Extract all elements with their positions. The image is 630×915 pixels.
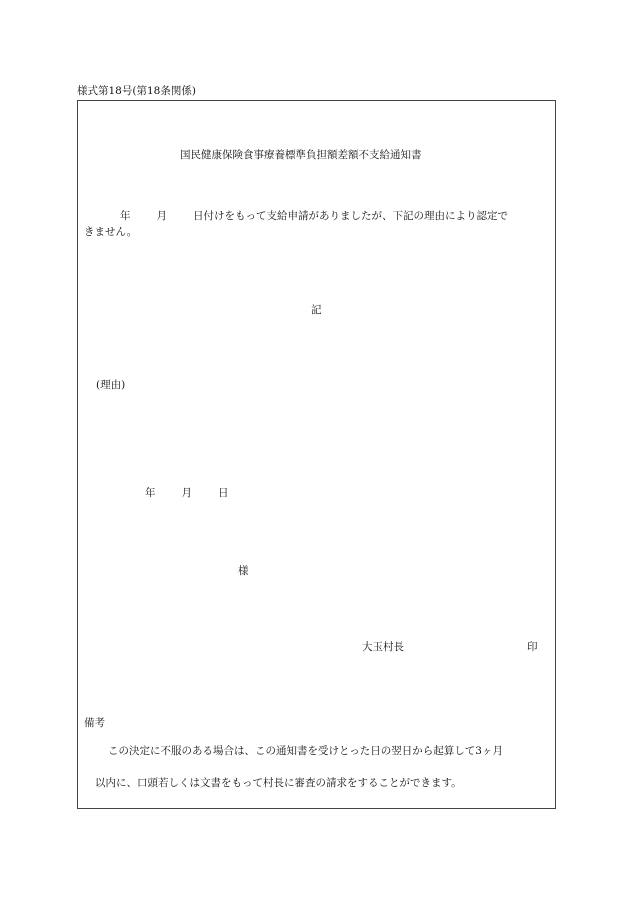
addressee-suffix: 様 <box>238 565 249 577</box>
issue-date <box>145 488 229 499</box>
reason-label: (理由) <box>96 379 126 391</box>
document-frame <box>77 100 556 809</box>
body-text: 日付けをもって支給申請がありましたが、下記の理由により認定で <box>193 210 508 222</box>
issuer-name: 大玉村長 <box>362 641 404 653</box>
body-month-label: 月 <box>156 210 167 222</box>
date-day-label: 日 <box>218 487 229 499</box>
date-year-label: 年 <box>145 487 156 499</box>
body-text-line-1 <box>120 211 508 222</box>
ki-heading: 記 <box>311 304 322 316</box>
remarks-line-1: この決定に不服のある場合は、この通知書を受けとった日の翌日から起算して3ヶ月 <box>108 745 503 757</box>
body-year-label: 年 <box>120 210 131 222</box>
body-text-line-2: きません。 <box>84 226 138 238</box>
form-number-header: 様式第18号(第18条関係) <box>77 85 196 97</box>
remarks-title: 備考 <box>84 717 105 729</box>
remarks-line-2: 以内に、口頭若しくは文書をもって村長に審査の請求をすることができます。 <box>95 777 462 789</box>
seal-mark: 印 <box>527 641 538 653</box>
document-title: 国民健康保険食事療養標準負担額差額不支給通知書 <box>180 149 422 161</box>
date-month-label: 月 <box>181 487 192 499</box>
